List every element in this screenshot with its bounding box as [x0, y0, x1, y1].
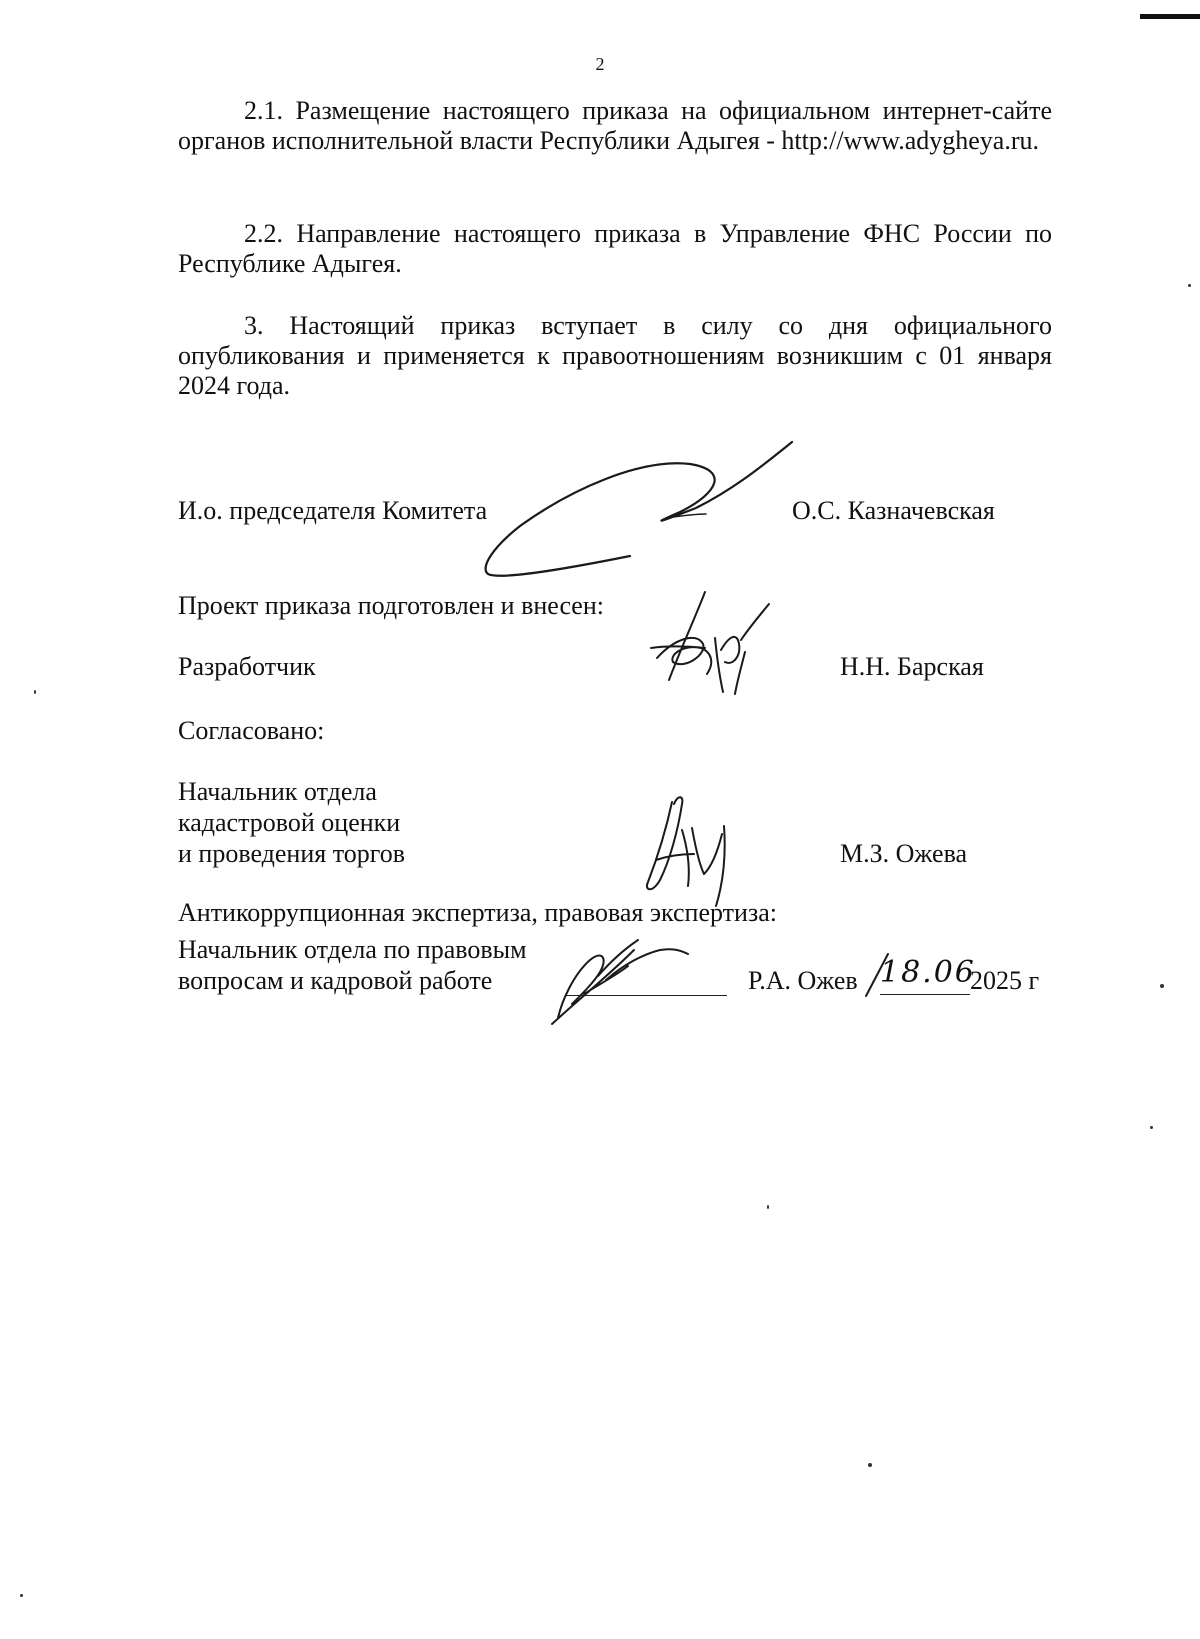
cadastre-name: М.З. Ожева: [840, 839, 968, 868]
date-suffix: 2025 г: [970, 966, 1040, 995]
paragraph-2-1: [178, 96, 1052, 156]
chair-name: О.С. Казначевская: [792, 496, 995, 525]
legal-position-line-2: вопросам и кадровой работе: [178, 966, 493, 995]
expertise-heading: Антикоррупционная экспертиза, правовая экспертиза:: [178, 898, 777, 927]
legal-signature: [548, 920, 708, 1030]
paragraph-text: 2.1. Размещение настоящего приказа на официальном интернет-сайте органов исполнительной власти Республики Адыгея - http://www.adygheya.ru.: [178, 96, 1052, 155]
prepared-heading: Проект приказа подготовлен и внесен:: [178, 591, 604, 620]
page-number: 2: [595, 54, 605, 74]
scan-speck: [20, 1594, 23, 1597]
legal-name: Р.А. Ожев: [748, 966, 858, 995]
chair-signature: [480, 430, 820, 590]
date-slash: [862, 950, 892, 1000]
paragraph-text: 2.2. Направление настоящего приказа в Управление ФНС России по Республике Адыгея.: [178, 219, 1052, 278]
developer-name: Н.Н. Барская: [840, 652, 984, 681]
scan-speck: [34, 690, 36, 694]
scan-speck: [868, 1463, 872, 1467]
cadastre-signature: [638, 790, 758, 910]
date-underline: [880, 994, 970, 995]
scan-speck: [767, 1205, 769, 1209]
handwritten-date: 18.06: [880, 955, 976, 990]
cadastre-position-line-3: и проведения торгов: [178, 839, 406, 868]
paragraph-text: 3. Настоящий приказ вступает в силу со дня официального опубликования и применяется к правоотношениям возникшим с 01 января 2024 года.: [178, 311, 1052, 400]
legal-position-line-1: Начальник отдела по правовым: [178, 935, 527, 964]
scan-speck: [1150, 1126, 1153, 1129]
chair-position: И.о. председателя Комитета: [178, 496, 488, 525]
paragraph-2-2: [178, 219, 1052, 279]
scan-speck: [1160, 984, 1164, 988]
developer-position: Разработчик: [178, 652, 316, 681]
scan-artifact: [1140, 14, 1200, 19]
agreed-heading: Согласовано:: [178, 716, 325, 745]
developer-signature: [645, 588, 775, 698]
cadastre-position-line-1: Начальник отдела: [178, 777, 377, 806]
scan-speck: [1188, 284, 1191, 287]
cadastre-position-line-2: кадастровой оценки: [178, 808, 401, 837]
paragraph-3: [178, 311, 1052, 401]
